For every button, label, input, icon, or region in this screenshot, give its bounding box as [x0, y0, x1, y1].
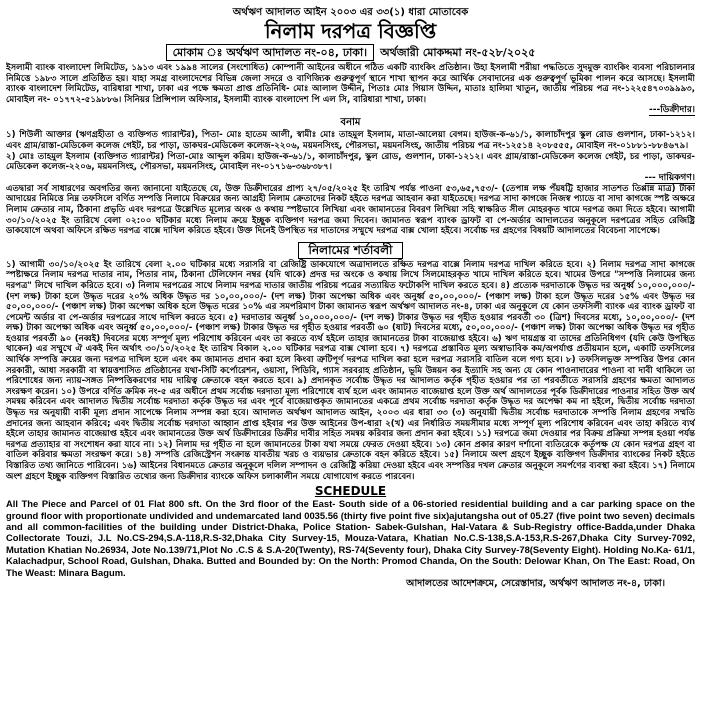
court-name-box: মোকাম ঃ অর্থঋণ আদালত নং-০৪, ঢাকা। [166, 44, 375, 61]
auction-notice-page [6, 4, 695, 716]
case-reference-row [6, 44, 695, 61]
terms-heading: নিলামের শর্তাবলী [298, 242, 404, 259]
notice-paragraph: এতদ্বারা সর্ব সাধারণের অবগতির জন্য জানানো যাইতেছে যে, উক্ত ডিক্রীদারের প্রাপ্য ২৭/০৫/২০২৫ ইং তারিখ পর্যন্ত পাওনা ৫৩,৬৫,৭৫৩/- (তেপান্ন লক্ষ পঁয়ষট্টি হাজার সাতশত তিপ্পান্ন মাত্র) টাকা আদায়ের নিমিত্তে নিম্ন তফসিলে বর্ণিত সম্পত্তি নিলামে বিক্রয়ের জন্য আগ্রহী নিলাম ক্রেতাদের নিকট হইতে দরপত্র আহবান করা যাইতেছে। দরপত্র সাদা কাগজে নিজস্ব প্যাডে বা সাদা কাগজে স্পষ্ট অক্ষরে নিলাম ক্রেতার নাম, ঠিকানা প্রভৃতি এবং দরপত্রে উল্লেখিত মূল্যের অংক ও কথায় স্পষ্টভাবে লিখিয়া এবং জামানতের বিবরণ লিখিয়া সহি স্বাক্ষরিত সীল মোহরকৃত খামে দরপত্র জমা দিতে হইবে। আগামী ৩০/১০/২০২৫ ইং তারিখে বেলা ০২:০০ ঘটিকার মধ্যে নিলাম ক্রয়ে ইচ্ছুক ব্যক্তিগণ দরপত্র জমা দিবেন। জামানত স্বরূপ ব্যাংক ড্রাফট বা পে-অর্ডার আদালতের অনুকূলে দরপত্রের সহিত রেজিষ্ট্রি ডাকযোগে অথবা অফিসে রক্ষিত দরপত্র বাক্সে দাখিল করিতে হইবে। উক্ত দিনেই উপস্থিত দর দাতাদের সম্মুখে দরপত্র বাক্স খোলা হইবে। সর্বোচ্চ দর গ্রহণের বিষয়টি আদালতের বিবেচনা সাপেক্ষে। [6, 183, 695, 237]
defendant-2-paragraph: ২) মোঃ তাহমুল ইসলাম (ব্যক্তিগত গ্যারান্টর) পিতা-মোঃ আব্দুল করিম। হাউজ-ক-৬১/১, কালাচাঁদপুর, স্কুল রোড, গুলশান, ঢাকা-১২১২। এবং গ্রাম/রাস্তা-মেডিকেল কলেজ গেইট, চর পাড়া, ডাকঘর-মেডিকেল কলেজ-২২০৬, ময়মনসিংহ, পৌরসভা, ময়মনসিংহ, মোবাইল নং-০১৭১৬-৩৬৮৩৮৭। [6, 151, 695, 173]
defendant-1-paragraph: ১) শিউলী আক্তার (ঋণগ্রহীতা ও ব্যক্তিগত গ্যারান্টর), পিতা- মোঃ হাতেম আলী, স্বামীঃ মোঃ তাহমুল ইসলাম, মাতা-আলেয়া বেগম। হাউজ-ক-৬১/১, কালাচাঁদপুর স্কুল রোড গুলশান, ঢাকা-১২১২। এবং গ্রাম/রাস্তা-মেডিকেল কলেজ গেইট, চর পাড়া, ডাকঘর-মেডিকেল কলেজ-২২০৬, ময়মনসিংহ, পৌরসভা, ময়মনসিংহ, জাতীয় পরিচয় পত্র নং-১২৫১৪ ২০৮৫৫৫, মোবাইল নং-০১৮৮১-৮৮৪৬৭৯। [6, 130, 695, 151]
execution-case-number: অর্থজারী মোকদ্দমা নং-৫২৮/২০২৫ [380, 46, 536, 59]
schedule-heading: SCHEDULE [314, 484, 387, 499]
terms-paragraph: ১) আগামী ৩০/১০/২০২৫ ইং তারিখে বেলা ২.০০ ঘটিকার মধ্যে সরাসরি বা রেজিষ্ট্রি ডাকযোগে অত্রাদালতে রক্ষিত দরপত্র বাক্সে নিলাম দরপত্র দাখিল করিতে হবে। ২) নিলাম দরপত্র সাদা কাগজে স্পষ্টাক্ষরে নিলাম দরপত্র দাতার নাম, পিতার নাম, ঠিকানা টেলিফোন নম্বর (যদি থাকে) প্রদত্ত দর অংকে ও কথায় লিখে সিলমোহরকৃত খামে দাখিল করিতে হবে। খামের উপরে "সম্পত্তি নিলামের জন্য দরপত্র" লিখে দাখিল করিতে হবে। ৩) নিলাম দরপত্রের সাথে নিলাম দরপত্র দাতার জাতীয় পরিচয় পত্রের সত্যায়িত ফটোকপি দাখিল করতে হবে। ৪) প্রত্যেক দরদাতাকে উদ্ধৃত দর অনুর্ধ্ব ১০,০০০,০০০/- (দশ লক্ষ) টাকা হলে উদ্ধৃত দরের ২০% অধিক উদ্ধৃত দর ১০,০০,০০০/- (দশ লক্ষ) টাকা অপেক্ষা অধিক এবং অনুর্ধ্ব ৫০,০০,০০০/- (পঞ্চাশ লক্ষ) টাকা হলে উদ্ধৃত দরের ১৫% এবং উদ্ধৃত দর ৫০,০০,০০০/- (পঞ্চাশ লক্ষ) টাকা অপেক্ষা অধিক হলে উদ্ধৃত দরের ১০% এর সমপরিমাণ টাকা জামানত স্বরূপ অর্থঋণ আদালত নং-৪, ঢাকা এর অনুকূলে যে কোন তফসিলী ব্যাংক এর ব্যাংক ড্রাফট বা পেমেন্ট অর্ডার বা পে-অর্ডার দরপত্রের সাথে দাখিল করতে হবে। ৫) দরদাতার অনুর্ধ্ব ১০,০০০,০০০/- (দশ লক্ষ) টাকার উদ্ধৃত দর গৃহীত হওয়ার পরবর্তী ৩০ (ত্রিশ) দিবসের মধ্যে, ১০,০০,০০০/- (দশ লক্ষ) টাকা অপেক্ষা অধিক এবং অনুর্ধ্ব ৫০,০০,০০০/- (পঞ্চাশ লক্ষ) টাকার উদ্ধৃত দর গৃহীত হওয়ার পরবর্তী ৬০ (ষাট) দিবসের মধ্যে, ৫০,০০,০০০/- (পঞ্চাশ লক্ষ) টাকা অপেক্ষা অধিক উদ্ধৃত দর গৃহীত হওয়ার পরবর্তী ৯০ (নব্বই) দিবসের মধ্যে সম্পূর্ণ মূল্য পরিশোধ করিবেন এবং তা করতে ব্যর্থ হইলে তাহার জামানতের টাকা বাজেয়াপ্ত হইবে। ৬) ঋণ দায়গ্রস্ত বা তাদের প্রতিনিধিগণ (যদি কেউ উপস্থিত থাকেন) এর সম্মুখে ঐ একই দিন অর্থাৎ ৩০/১০/২০২৫ ইং তারিখ বিকাল ২.০০ ঘটিকার দরপত্র বাক্স খোলা হবে। ৭) দরপত্রে প্রস্তাবিত মূল্য অস্বাভাবিক কম/অপর্যাপ্ত প্রতীয়মান হলে, একাটি তফসিলের আর্থিক সম্পত্তি ক্রয়ের জন্য দরপত্র দাখিল হলে এবং কম জামানত প্রদান করা হলে কিংবা ত্রুটিপূর্ণ দরপত্র দাখিল করা হলে দরপত্র সরাসরি বাতিল বলে গণ্য হবে। ৮) তফসিলভুক্ত সম্পত্তির উপর কোন সরকারী, আধা সরকারী বা স্বায়ত্তশাসিত প্রতিষ্ঠানের যথা-সিটি কর্পোরেশন, ওয়াসা, পিডিবি, গ্যাস সরবরাহ প্রতিষ্ঠান, ভূমি উন্নয়ন কর ইত্যাদি সহ অন্য যে কোন পাওনাদারের পাওনা বা দাবী থাকিলে তা পরিশোধের জন্য ন্যায়-সঙ্গত নিষ্পত্তিকরণের দায় দায়িত্ব ক্রেতাকে বহন করতে হবে। ৯) প্রদানকৃত সর্বোচ্চ উদ্ধৃত দর আদালত কর্তৃক গৃহীত হওয়ার পর তা পরবর্তীতে সরাসরি গ্রহণের ক্ষমতা আদালত সংরক্ষণ করেন। ১০) উপরে বর্ণিত ক্রমিক নং-৫ এর অধীনে প্রথম সর্বোচ্চ দরদাতা মূল্য পরিশোধে ব্যর্থ হলে এবং জামানত বাজেয়াপ্ত হলে উক্ত অর্থ আদালতের পূর্বক ডিক্রীদারের পাওনার সহিত উক্ত অর্থ সমন্বয় করিবেন এবং আদালত দ্বিতীয় সর্বোচ্চ দরদাতা কর্তৃক উদ্ধৃত দর এবং পূর্বে বাজেয়াপ্তকৃত জামানতের একত্রে প্রথম সর্বোচ্চ দরদাতা কর্তৃক উদ্ধৃত দর অপেক্ষা কম না হইলে, দ্বিতীয় সর্বোচ্চ দরদাতা উদ্ধৃত দর অনুযায়ী বাকী মূল্য প্রদান সাপেক্ষে নিলাম সম্পন্ন করা হবে। আদালত অর্থঋণ আদালত আইন, ২০০৩ এর ধারা ৩৩ (৩) অনুযায়ী দ্বিতীয় সর্বোচ্চ দরদাতাকে সম্পত্তি নিলাম গ্রহণের সম্মতি প্রদানের জন্য আহবান করিবে; এবং দ্বিতীয় সর্বোচ্চ দরদাতা আহ্বান প্রাপ্ত হইবার পর উক্ত আইনের উপ-ধারা ২(খ) এর নির্ধারিত সময়সীমার মধ্যে সম্পূর্ণ মূল্য পরিশোধ করিবেন এবং তাহা করিতে ব্যর্থ হইলে তাহার জামানত বাজেয়াপ্ত হইবে এবং জামানতের উক্ত অর্থ ডিক্রীদারের ডিক্রীর দাবীর সহিত সমন্বয় করিবার জন্য প্রদান করা হইবে। ১১) দরপত্রে জমা দেওয়ার পর বিক্রয় প্রক্রিয়া সম্পন্ন হওয়া পর্যন্ত দরপত্র প্রত্যাহার বা সংশোধন করা যাবে না। ১২) নিলাম দর গৃহীত না হলে জামানতের টাকা যথা সময়ে ফেরত দেওয়া হইবে। ১৩) কোন প্রকার কারণ দর্শানো ব্যতিরেকে কর্তৃপক্ষ যে কোন দরপত্র গ্রহণ বা বাতিল করিবার ক্ষমতা সংরক্ষণ করে। ১৪) সম্পত্তি রেজিস্ট্রেশন সংক্রান্ত যাবতীয় খরচ ও ব্যয়ভার ক্রেতাকে বহন করিতে হইবে। ১৫) নিলামে অংশ গ্রহণে ইচ্ছুক ব্যক্তিগণ ডিক্রীদার ব্যাংকের নিকট হইতে বিস্তারিত তথ্য জানিতে পারিবেন। ১৬) আইনের বিধানমতে ক্রেতার অনুকূলে দলিল সম্পাদন ও রেজিষ্ট্রি করিয়া দেওয়া হইবে এবং সম্পত্তির দখল ক্রেতার অনুকূলে সমর্পণের ব্যবস্থা করা হইবে। ১৭) নিলামে অংশ গ্রহণে ইচ্ছুক ব্যক্তিগণ বিস্তারিত তথ্যের জন্য ডিক্রীদার ব্যাংকে অফিস চলাকালীন সময়ে যোগাযোগ করতে পারবেন। [6, 259, 695, 482]
judgment-debtor-text: --- দায়িকগণ। [644, 172, 695, 183]
notice-title: নিলাম দরপত্র বিজ্ঞপ্তি [264, 19, 437, 43]
terms-heading-wrap [6, 239, 695, 259]
law-reference-line: অর্থঋণ আদালত আইন ২০০৩ এর ৩৩(১) ধারা মোতাবেক [232, 7, 469, 18]
versus-label: বনাম [340, 117, 361, 129]
judgment-debtor-label [6, 173, 695, 184]
decree-holder-label [6, 105, 695, 116]
decree-holder-text: ---ডিক্রীদার। [648, 105, 695, 116]
schedule-paragraph: All The Piece and Parcel of 01 Flat 800 sft. On the 3rd floor of the East- South side of a 06-storied residential building and a car parking space on the ground floor with proportionate undivided and undemarcated land 0035.56 (thirty five point five six)ajutangsha out of 05.27 (five point two seven) decimals and all common-facilities of the building under District-Dhaka, Police Station- Sabek-Gulshan, Hal-Vatara & Sub-Registry office-Badda,under Dhaka Collectorate Touzi, J.L No.CS-294,S.A-118,R.S-32,Dhaka City Survey-15, Mouza-Vatara, Khatian No.C.S-138,S.A-153,R.S-267,Dhaka City Survey-7092, Mutation Khatian No.26934, Jote No.139/71,Plot No .C.S & S.A-20(Twenty), RS-74(Seventy four), Dhaka City Survey-78(Seventy Eight). Holding No.Ka- 61/1, Kalachadpur, School Road, Gulshan, Dhaka. Butted and Bounded by: On the North: Promod Chanda, On the South: Delowar Khan, On The East: Road, On The Weast: Minara Bagum. [6, 498, 695, 578]
plaintiff-paragraph: ইসলামী ব্যাংক বাংলাদেশ লিমিটেড, ১৯১৩ এবং ১৯৯৪ সালের (সংশোধিত) কোম্পানী আইনের অধীনে গঠিত একটি ব্যাংকিং প্রতিষ্ঠান। উহা ইসলামী শরীয়া পদ্ধতিতে সুদমুক্ত ব্যাংকিং ব্যবসা পরিচালনার নিমিত্তে ১৯৮৩ সালে প্রতিষ্ঠিত হয়। যাহা সমগ্র বাংলাদেশের বিভিন্ন জেলা সদরে ও বাণিজ্যিক গুরুত্বপূর্ণ স্থানে শাখা স্থাপন করে আর্থিক সেবাদানের এক গুরুত্বপূর্ণ ভূমিকা পালন করে আসছে। ইসলামী ব্যাংক বাংলাদেশ লিমিটেড, বারিধারা শাখা, ঢাকা এর পক্ষে ক্ষমতা প্রাপ্ত প্রতিনিধি- মোঃ আলাল উদ্দীন, পিতাঃ মোঃ গিয়াস উদ্দিন, মাতাঃ হালিমা খাতুন, জাতীয় পরিচয় পত্র নং-১২২৫৪৭০৩৯৯৯৩, মোবাইল নং- ০১৭৭২-৫১৯৮৮৬। সিনিয়র প্রিন্সিপাল অফিসার, ইসলামী ব্যাংক বাংলাদেশ পি এল সি, বারিধারা শাখা, ঢাকা। [6, 63, 695, 105]
court-order-footer: আদালতের আদেশক্রমে, সেরেস্তাদার, অর্থঋণ আদালত নং-৪, ঢাকা। [406, 578, 665, 590]
